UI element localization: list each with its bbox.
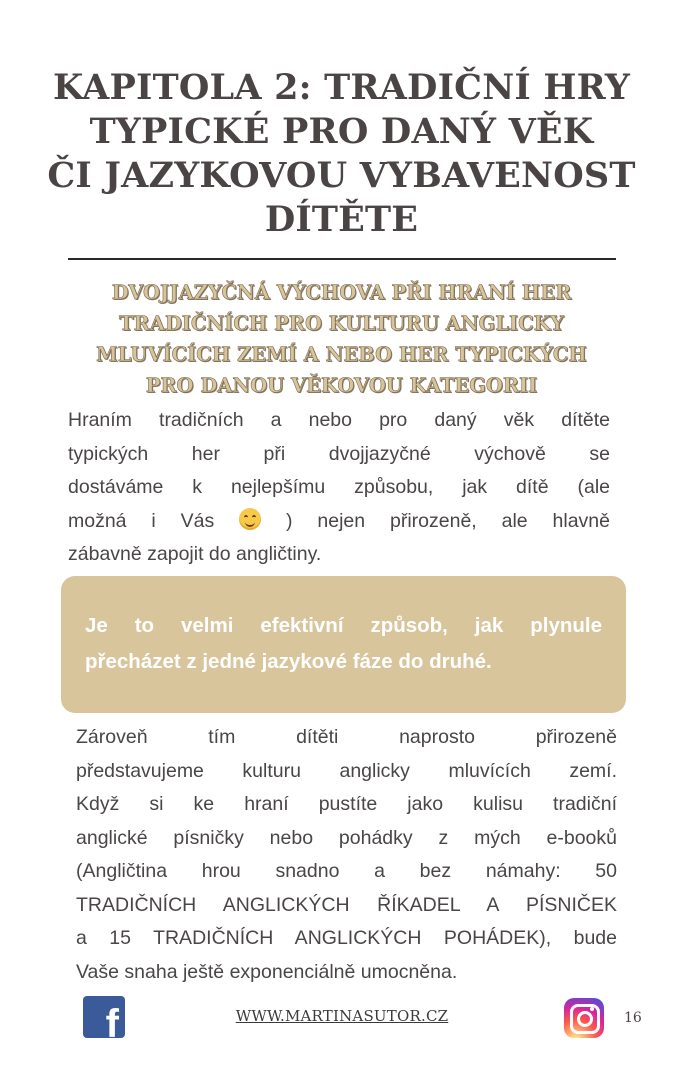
highlight-text [85, 608, 602, 680]
body-line: a 15 TRADIČNÍCH ANGLICKÝCH POHÁDEK), bude [76, 927, 617, 949]
instagram-icon[interactable] [564, 998, 604, 1038]
chapter-title-line: KAPITOLA 2: TRADIČNÍ HRY [52, 67, 631, 108]
body-paragraph [76, 721, 617, 989]
chapter-title-line: TYPICKÉ PRO DANÝ VĚK [89, 111, 594, 152]
section-heading-line: DVOJJAZYČNÁ VÝCHOVA PŘI HRANÍ HER [111, 281, 572, 304]
body-line: Vaše snaha ještě exponenciálně umocněna. [76, 960, 458, 983]
section-heading-line: TRADIČNÍCH PRO KULTURU ANGLICKY [119, 312, 564, 335]
body-line: (Angličtina hrou snadno a bez námahy: 50 [76, 860, 617, 882]
body-line: představujeme kulturu anglicky mluvících zemí. [76, 759, 617, 782]
section-heading [60, 277, 623, 401]
highlight-callout [61, 576, 626, 713]
chapter-title-line: DÍTĚTE [264, 199, 419, 240]
highlight-line: přecházet z jedné jazykové fáze do druhé. [85, 650, 492, 673]
highlight-line: Je to velmi efektivní způsob, jak plynule [85, 614, 602, 637]
body-line: TRADIČNÍCH ANGLICKÝCH ŘÍKADEL A PÍSNIČEK [76, 893, 617, 916]
chapter-title [40, 66, 643, 242]
chapter-title-line: ČI JAZYKOVOU VYBAVENOST [47, 155, 636, 196]
title-divider [68, 258, 616, 260]
intro-line: Hraním tradičních a nebo pro daný věk dítěte [68, 409, 610, 431]
intro-line-with-emoji [68, 505, 610, 539]
intro-line-part: možná i Vás [68, 509, 215, 532]
website-link[interactable]: WWW.MARTINASUTOR.CZ [235, 1007, 449, 1025]
intro-line: typických her při dvojjazyčné výchově se [68, 442, 610, 465]
body-line: anglické písničky nebo pohádky z mých e-booků [76, 826, 617, 849]
body-line: Zároveň tím dítěti naprosto přirozeně [76, 726, 617, 748]
intro-line: dostáváme k nejlepšímu způsobu, jak dítě (ale [68, 476, 610, 498]
page-number: 16 [624, 1010, 642, 1026]
intro-line-part: ) nejen přirozeně, ale hlavně [286, 509, 610, 532]
body-line: Když si ke hraní pustíte jako kulisu tradiční [76, 793, 617, 815]
intro-line: zábavně zapojit do angličtiny. [68, 543, 322, 565]
smiling-face-icon [239, 508, 261, 530]
section-heading-line: MLUVÍCÍCH ZEMÍ A NEBO HER TYPICKÝCH [96, 343, 587, 366]
facebook-icon[interactable]: f [83, 996, 125, 1038]
intro-paragraph [68, 404, 610, 572]
section-heading-line: PRO DANOU VĚKOVOU KATEGORII [145, 374, 538, 397]
